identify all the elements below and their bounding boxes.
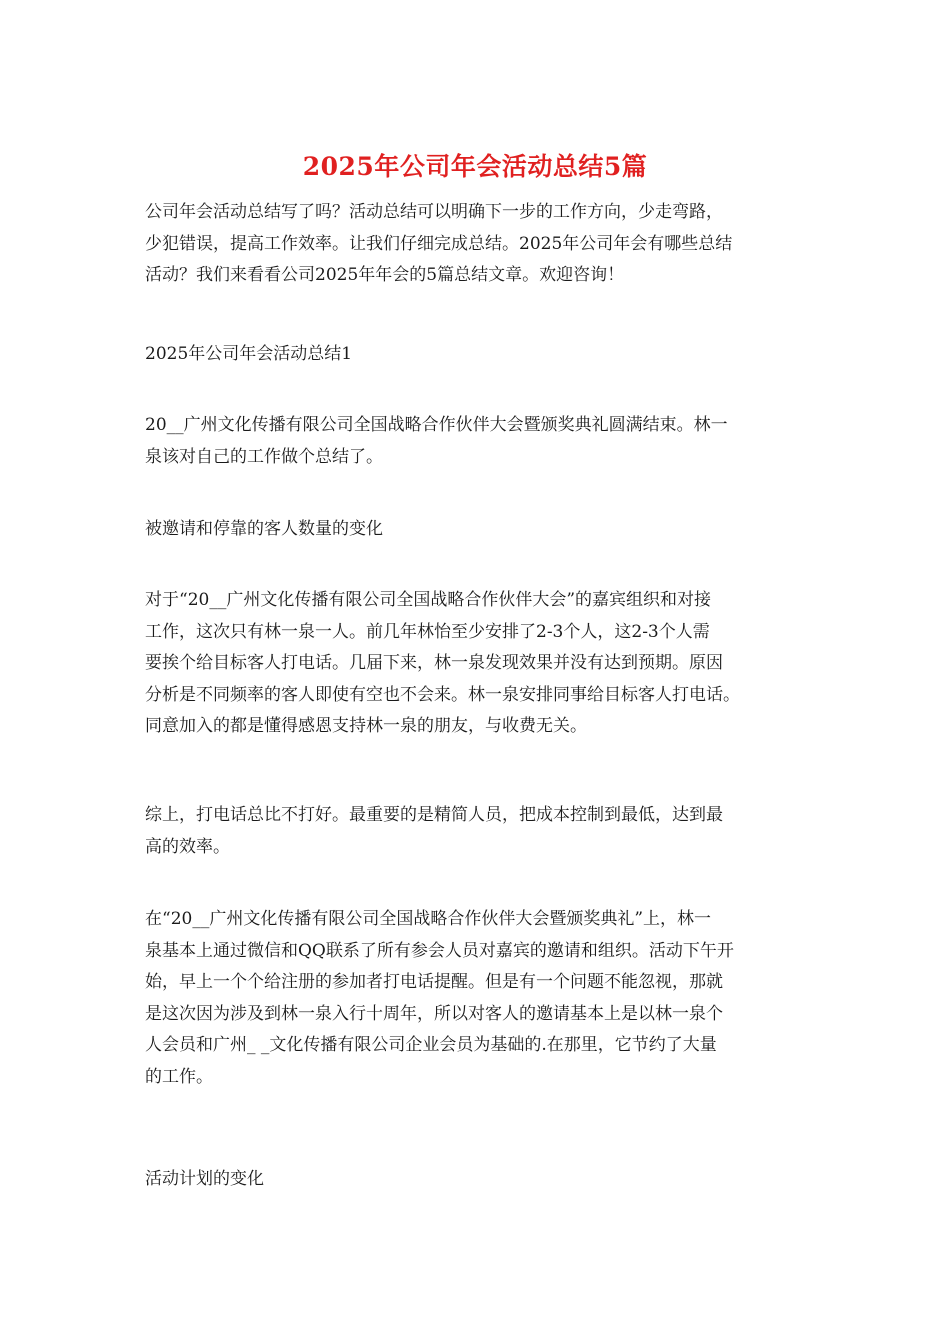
subheading-guest-changes: [145, 514, 807, 546]
intro-paragraph: [145, 197, 807, 292]
text-line: 在“20__广州文化传播有限公司全国战略合作伙伴大会暨颁奖典礼”上，林一: [145, 909, 712, 929]
text-line: 要挨个给目标客人打电话。几届下来，林一泉发现效果并没有达到预期。原因: [145, 653, 723, 673]
text-line: 始，早上一个个给注册的参加者打电话提醒。但是有一个问题不能忽视，那就: [145, 972, 723, 992]
document-title: 2025年公司年会活动总结5篇: [302, 152, 648, 181]
text-line: 是这次因为涉及到林一泉入行十周年，所以对客人的邀请基本上是以林一泉个: [145, 1003, 723, 1024]
paragraph-conclusion: [145, 800, 807, 863]
text-line: 活动？我们来看看公司2025年年会的5篇总结文章。欢迎咨询！: [145, 265, 625, 285]
text-line: 公司年会活动总结写了吗？活动总结可以明确下一步的工作方向，少走弯路，: [145, 202, 723, 222]
paragraph-wechat-qq-contact: [145, 904, 807, 1093]
text-line: 人会员和广州_ _文化传播有限公司企业会员为基础的.在那里，它节约了大量: [145, 1035, 717, 1055]
text-line: 2025年公司年会活动总结1: [145, 344, 353, 364]
text-line: 综上，打电话总比不打好。最重要的是精简人员，把成本控制到最低，达到最: [145, 805, 723, 825]
text-line: 泉该对自己的工作做个总结了。: [145, 446, 383, 467]
text-line: 泉基本上通过微信和QQ联系了所有参会人员对嘉宾的邀请和组织。活动下午开: [145, 940, 734, 961]
paragraph-guest-organization: [145, 585, 807, 743]
text-line: 高的效率。: [145, 836, 230, 857]
paragraph-conference-end: [145, 410, 807, 473]
text-line: 被邀请和停靠的客人数量的变化: [145, 519, 383, 539]
text-line: 同意加入的都是懂得感恩支持林一泉的朋友，与收费无关。: [145, 716, 587, 736]
text-line: 对于“20__广州文化传播有限公司全国战略合作伙伴大会”的嘉宾组织和对接: [145, 590, 712, 610]
text-line: 活动计划的变化: [145, 1169, 264, 1189]
text-line: 少犯错误，提高工作效率。让我们仔细完成总结。2025年公司年会有哪些总结: [145, 233, 733, 254]
text-line: 20__广州文化传播有限公司全国战略合作伙伴大会暨颁奖典礼圆满结束。林一: [145, 415, 728, 435]
section-heading-summary-1: [145, 339, 807, 371]
text-line: 分析是不同频率的客人即使有空也不会来。林一泉安排同事给目标客人打电话。: [145, 684, 740, 705]
subheading-plan-changes: [145, 1164, 807, 1196]
text-line: 工作，这次只有林一泉一人。前几年林怡至少安排了2-3个人，这2-3个人需: [145, 621, 710, 642]
text-line: 的工作。: [145, 1066, 213, 1087]
